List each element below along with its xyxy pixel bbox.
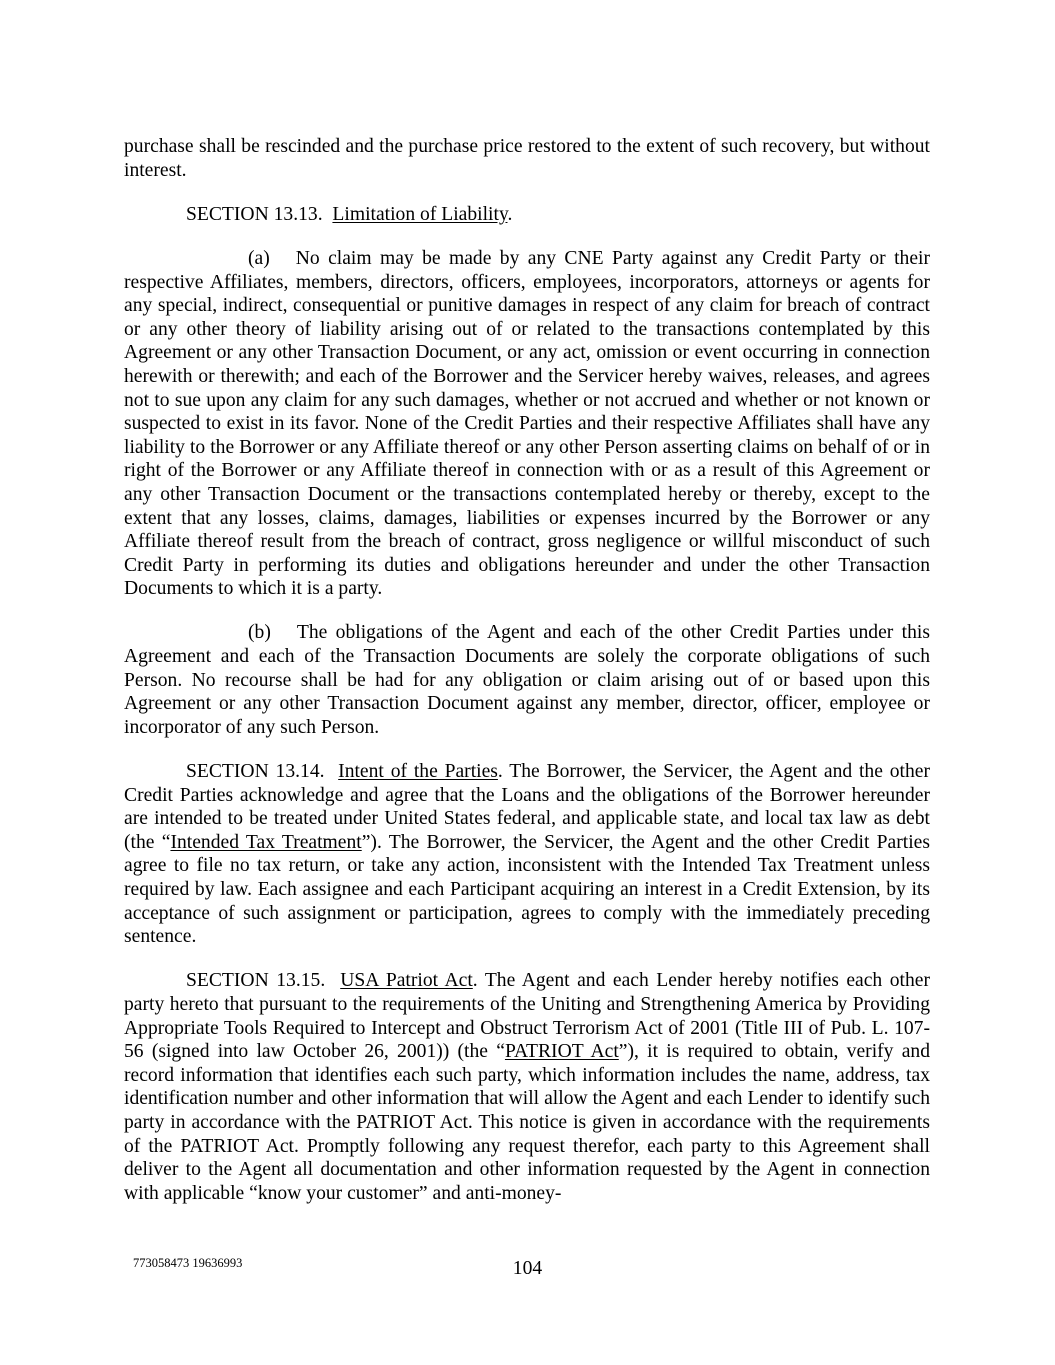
section-13-13-a	[124, 247, 930, 601]
continuation-paragraph: purchase shall be rescinded and the purchase price restored to the extent of such recovery, but without interest.	[124, 136, 930, 181]
defined-term: PATRIOT Act	[504, 1041, 619, 1063]
document-body	[124, 135, 930, 1226]
section-text-before: . The Agent and each Lender hereby notifies each other party hereto that pursuant to the requirements of the Uniting and Strengthening America by Providing Appropriate Tools Required to Intercept and Obstruct Terrorism Act of 2001 (Title III of Pub. L. 107-56 (signed into law October 26, 2001)) (the “	[124, 970, 930, 1063]
defined-term: Intended Tax Treatment	[170, 831, 362, 853]
clause-label: (a)	[248, 247, 270, 269]
section-13-15	[124, 969, 930, 1205]
footer-document-id: 773058473 19636993	[133, 1256, 243, 1270]
section-text-after: ”), it is required to obtain, verify and record information that identifies each such party, which information includes the name, address, tax identification number and other information that will allow the Agent and each Lender to identify such party in accordance with the PATRIOT Act. This notice is given in accordance with the requirements of the PATRIOT Act. Promptly following any request therefor, each party to this Agreement shall deliver to the Agent all documentation and other information requested by the Agent in connection with applicable “know your customer” and anti-money-	[124, 1041, 930, 1204]
clause-label: (b)	[248, 622, 271, 644]
section-13-13-b	[124, 621, 930, 739]
section-13-13-heading	[124, 203, 930, 227]
clause-text: The obligations of the Agent and each of the other Credit Parties under this Agreement and each of the Transaction Documents are solely the corporate obligations of such Person. No recourse shall be had for any obligation or claim arising out of or based upon this Agreement or any other Transaction Document against any member, director, officer, employee or incorporator of any such Person.	[124, 622, 930, 738]
footer-page-number: 104	[512, 1258, 543, 1279]
section-number: SECTION 13.14.	[186, 761, 325, 783]
section-title-suffix: .	[507, 203, 513, 225]
section-title: Intent of the Parties	[338, 761, 498, 783]
clause-text: No claim may be made by any CNE Party against any Credit Party or their respective Affiliates, members, directors, officers, employees, incorporators, attorneys or agents for any special, indirect, consequential or punitive damages in respect of any claim for breach of contract or any other theory of liability arising out of or related to the transactions contemplated by this Agreement or any other Transaction Document, or any act, omission or event occurring in connection herewith or therewith; and each of the Borrower and the Servicer hereby waives, releases, and agrees not to sue upon any claim for any such damages, whether or not accrued and whether or not known or suspected to exist in its favor. None of the Credit Parties and their respective Affiliates shall have any liability to the Borrower or any Affiliate thereof or any other Person asserting claims on behalf of or in right of the Borrower or any Affiliate thereof in connection with or as a result of this Agreement or any other Transaction Document or the transactions contemplated hereby or thereby, except to the extent that any losses, claims, damages, liabilities or expenses incurred by the Borrower or any Affiliate thereof result from the breach of contract, gross negligence or willful misconduct of such Credit Party in performing its duties and obligations hereunder and under the other Transaction Documents to which it is a party.	[124, 247, 930, 600]
section-title: USA Patriot Act	[340, 970, 473, 992]
section-title: Limitation of Liability	[332, 203, 508, 225]
section-number: SECTION 13.13.	[186, 203, 323, 225]
section-text-before: . The Borrower, the Servicer, the Agent and the other Credit Parties acknowledge and agree that the Loans and the obligations of the Borrower hereunder are intended to be treated under United States federal, and applicable state, and local tax law as debt (the “	[124, 761, 930, 853]
section-number: SECTION 13.15.	[186, 970, 326, 992]
section-text-after: ”). The Borrower, the Servicer, the Agent and the other Credit Parties agree to file no tax return, or take any action, inconsistent with the Intended Tax Treatment unless required by law. Each assignee and each Participant acquiring an interest in a Credit Extension, by its acceptance of such assignment or participation, agrees to comply with the immediately preceding sentence.	[124, 831, 930, 948]
section-13-14	[124, 760, 930, 949]
